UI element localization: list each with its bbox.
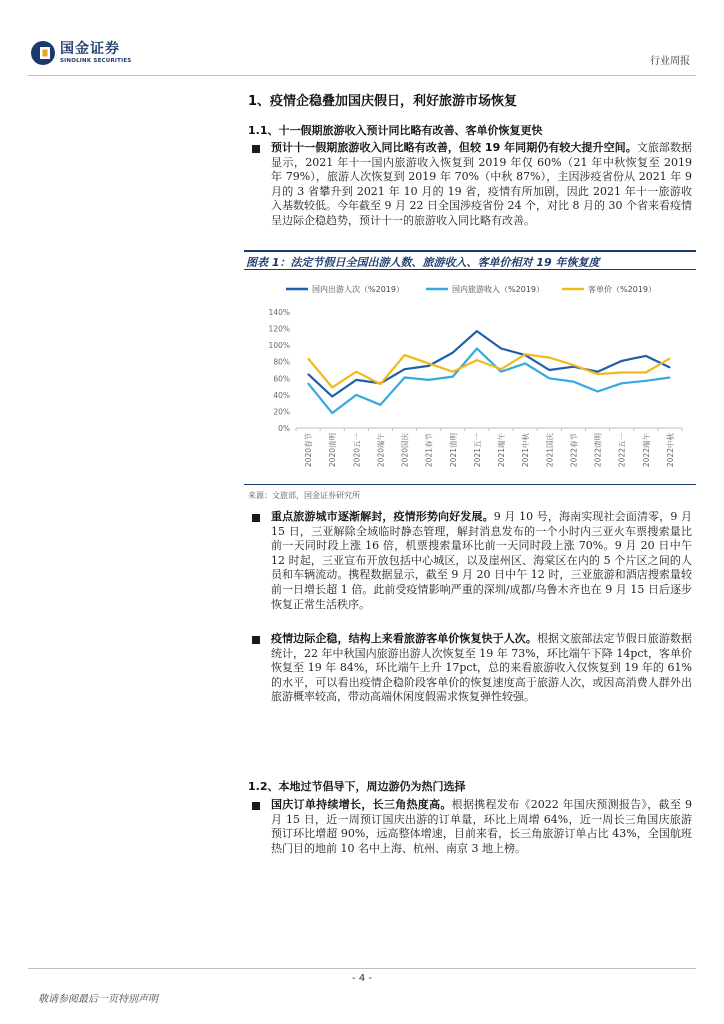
data-point [645, 380, 646, 381]
data-point [356, 371, 357, 372]
data-point [404, 369, 405, 370]
y-tick-label: 0% [278, 424, 290, 433]
data-point [525, 363, 526, 364]
x-tick-label: 2021清明 [448, 433, 458, 468]
data-point [669, 358, 670, 359]
data-point [573, 381, 574, 382]
x-tick-label: 2022端午 [641, 433, 651, 468]
data-point [525, 354, 526, 355]
data-point [476, 359, 477, 360]
figure-bottom-rule [244, 484, 696, 485]
data-point [645, 372, 646, 373]
section-title: 1、疫情企稳叠加国庆假日，利好旅游市场恢复 [248, 94, 518, 109]
data-point [332, 387, 333, 388]
data-point [452, 371, 453, 372]
document-type: 行业周报 [650, 56, 690, 67]
data-point [476, 348, 477, 349]
data-point [307, 374, 308, 375]
x-tick-label: 2021国庆 [545, 433, 555, 468]
figure-title: 图表 1：法定节假日全国出游人数、旅游收入、客单价相对 19 年恢复度 [246, 256, 600, 269]
data-point [332, 396, 333, 397]
data-point [621, 372, 622, 373]
y-tick-label: 140% [268, 308, 290, 317]
data-point [428, 379, 429, 380]
bullet-paragraph-3 [252, 632, 692, 705]
bullet-square-icon [252, 514, 260, 522]
x-tick-label: 2021中秋 [521, 433, 531, 468]
x-tick-label: 2020春节 [304, 433, 314, 468]
bullet-body: 根据携程发布《2022 年国庆预测报告》，截至 9 月 15 日，近一周预订国庆出游的订单量，环比上周增 64%，近一周长三角国庆旅游预订环比增超 90%，远高整体增速，目前来看，长三角旅游订单占比 43%，全国航班热门目的地前 10 名中上海、杭州、南京 3 地上榜。 [271, 798, 692, 855]
logo-chinese-name: 国金证券 [60, 41, 120, 57]
bullet-paragraph-2 [252, 510, 692, 612]
x-tick-label: 2022清明 [593, 433, 603, 468]
data-point [356, 379, 357, 380]
data-point [597, 374, 598, 375]
y-tick-label: 80% [273, 357, 290, 367]
data-point [307, 383, 308, 384]
bullet-square-icon [252, 802, 260, 810]
logo-mark-icon [30, 40, 56, 66]
footer-rule [28, 968, 696, 969]
data-point [500, 369, 501, 370]
data-point [332, 412, 333, 413]
bullet-body: 根据文旅部法定节假日旅游数据统计，22 年中秋国内旅游出游人次恢复至 19 年 73%，环比端午下降 14pct，客单价恢复至 19 年 84%，环比端午上升 17pct，总的来看旅游收入仅恢复到 19 年的 61%的水平，可以看出疫情企稳阶段客单价的恢复速度高于旅游人次，或因高消费人群外出旅游概率较高，带动高端休闲度假需求恢复弹性较强。 [271, 632, 693, 704]
bullet-square-icon [252, 636, 260, 644]
x-tick-label: 2021春节 [424, 433, 434, 468]
data-point [428, 365, 429, 366]
subsection-title-2: 1.2、本地过节倡导下，周边游仍为热门选择 [248, 780, 466, 793]
data-point [452, 352, 453, 353]
line-chart [244, 272, 696, 484]
data-point [549, 357, 550, 358]
logo-english-name: SINOLINK SECURITIES [60, 58, 132, 64]
data-point [669, 377, 670, 378]
y-tick-label: 120% [268, 324, 290, 334]
x-tick-label: 2020五一 [352, 433, 362, 468]
x-tick-label: 2021五一 [472, 433, 482, 468]
data-point [597, 391, 598, 392]
x-tick-label: 2020端午 [376, 433, 386, 468]
x-tick-label: 2022春节 [569, 433, 579, 468]
bullet-square-icon [252, 145, 260, 153]
data-point [452, 376, 453, 377]
chart-svg [244, 272, 696, 484]
data-point [549, 378, 550, 379]
figure-title-bar [244, 250, 696, 270]
data-point [621, 383, 622, 384]
data-point [621, 360, 622, 361]
data-point [645, 355, 646, 356]
x-tick-label: 2022五一 [617, 433, 627, 468]
bullet-body: 文旅部数据显示，2021 年十一国内旅游收入恢复到 2019 年仅 60%（21 年中秋恢复至 2019 年 79%），旅游人次恢复到 2019 年 70%（中秋 87%），主因涉疫省份从 2021 年 9 月的 3 省攀升到 2021 年 10 月的 19 省，疫情有所加剧，因此 2021 年十一旅游收入基数较低。今年截至 9 月 22 日全国涉疫省份 24 个，对比 8 月的 30 个省来看疫情呈边际企稳趋势，预计十一的旅游收入同比略有改善。 [271, 141, 693, 227]
page-header [28, 36, 696, 76]
y-tick-label: 40% [273, 390, 290, 400]
data-point [476, 330, 477, 331]
bullet-lead: 重点旅游城市逐渐解封，疫情形势向好发展。 [271, 510, 494, 523]
bullet-paragraph-1 [252, 141, 692, 229]
data-point [404, 354, 405, 355]
footer-disclaimer: 敬请参阅最后一页特别声明 [38, 994, 158, 1005]
data-point [428, 363, 429, 364]
legend-entry: 国内旅游收入（%2019） [452, 285, 544, 294]
data-point [500, 371, 501, 372]
subsection-title-1: 1.1、十一假期旅游收入预计同比略有改善、客单价恢复更快 [248, 124, 543, 137]
bullet-paragraph-4 [252, 798, 692, 856]
bullet-lead: 疫情边际企稳，结构上来看旅游客单价恢复快于人次。 [271, 632, 537, 645]
data-point [669, 367, 670, 368]
legend-entry: 国内出游人次（%2019） [312, 285, 404, 294]
data-point [573, 364, 574, 365]
data-point [549, 369, 550, 370]
data-point [500, 348, 501, 349]
data-point [380, 383, 381, 384]
data-point [597, 371, 598, 372]
x-tick-label: 2021端午 [497, 433, 507, 468]
x-tick-label: 2020国庆 [400, 433, 410, 468]
y-tick-label: 20% [273, 407, 290, 417]
x-tick-label: 2020清明 [328, 433, 338, 468]
y-tick-label: 100% [268, 341, 290, 351]
data-point [404, 377, 405, 378]
y-tick-label: 60% [273, 374, 290, 384]
bullet-lead: 预计十一假期旅游收入同比略有改善，但较 19 年同期仍有较大提升空间。 [271, 141, 637, 154]
data-point [380, 404, 381, 405]
company-logo [30, 40, 131, 66]
figure-source: 来源：文旅部，国金证券研究所 [248, 491, 360, 500]
bullet-lead: 国庆订单持续增长，长三角热度高。 [271, 798, 452, 811]
data-point [356, 394, 357, 395]
x-tick-label: 2022中秋 [665, 433, 675, 468]
data-point [307, 358, 308, 359]
legend-entry: 客单价（%2019） [588, 285, 656, 294]
bullet-body: 9 月 10 号，海南实现社会面清零，9 月 15 日，三亚解除全域临时静态管理，解封消息发布的一个小时内三亚火车票搜索量比前一天同时段上涨 16 倍，机票搜索量环比前一天同时段上涨 70%。9 月 20 日中午 12 时起，三亚宣布开放包括中心城区，以及崖州区、海棠区在内的 5 个片区之间的人员和车辆流动。携程数据显示，截至 9 月 20 日中午 12 时，三亚旅游和酒店搜索量较前一日增长超 1 倍。此前受疫情影响严重的深圳/成都/乌鲁木齐也在 9 月 15 日后逐步恢复正常生活秩序。 [271, 510, 693, 611]
page-number: - 4 - [352, 973, 372, 984]
